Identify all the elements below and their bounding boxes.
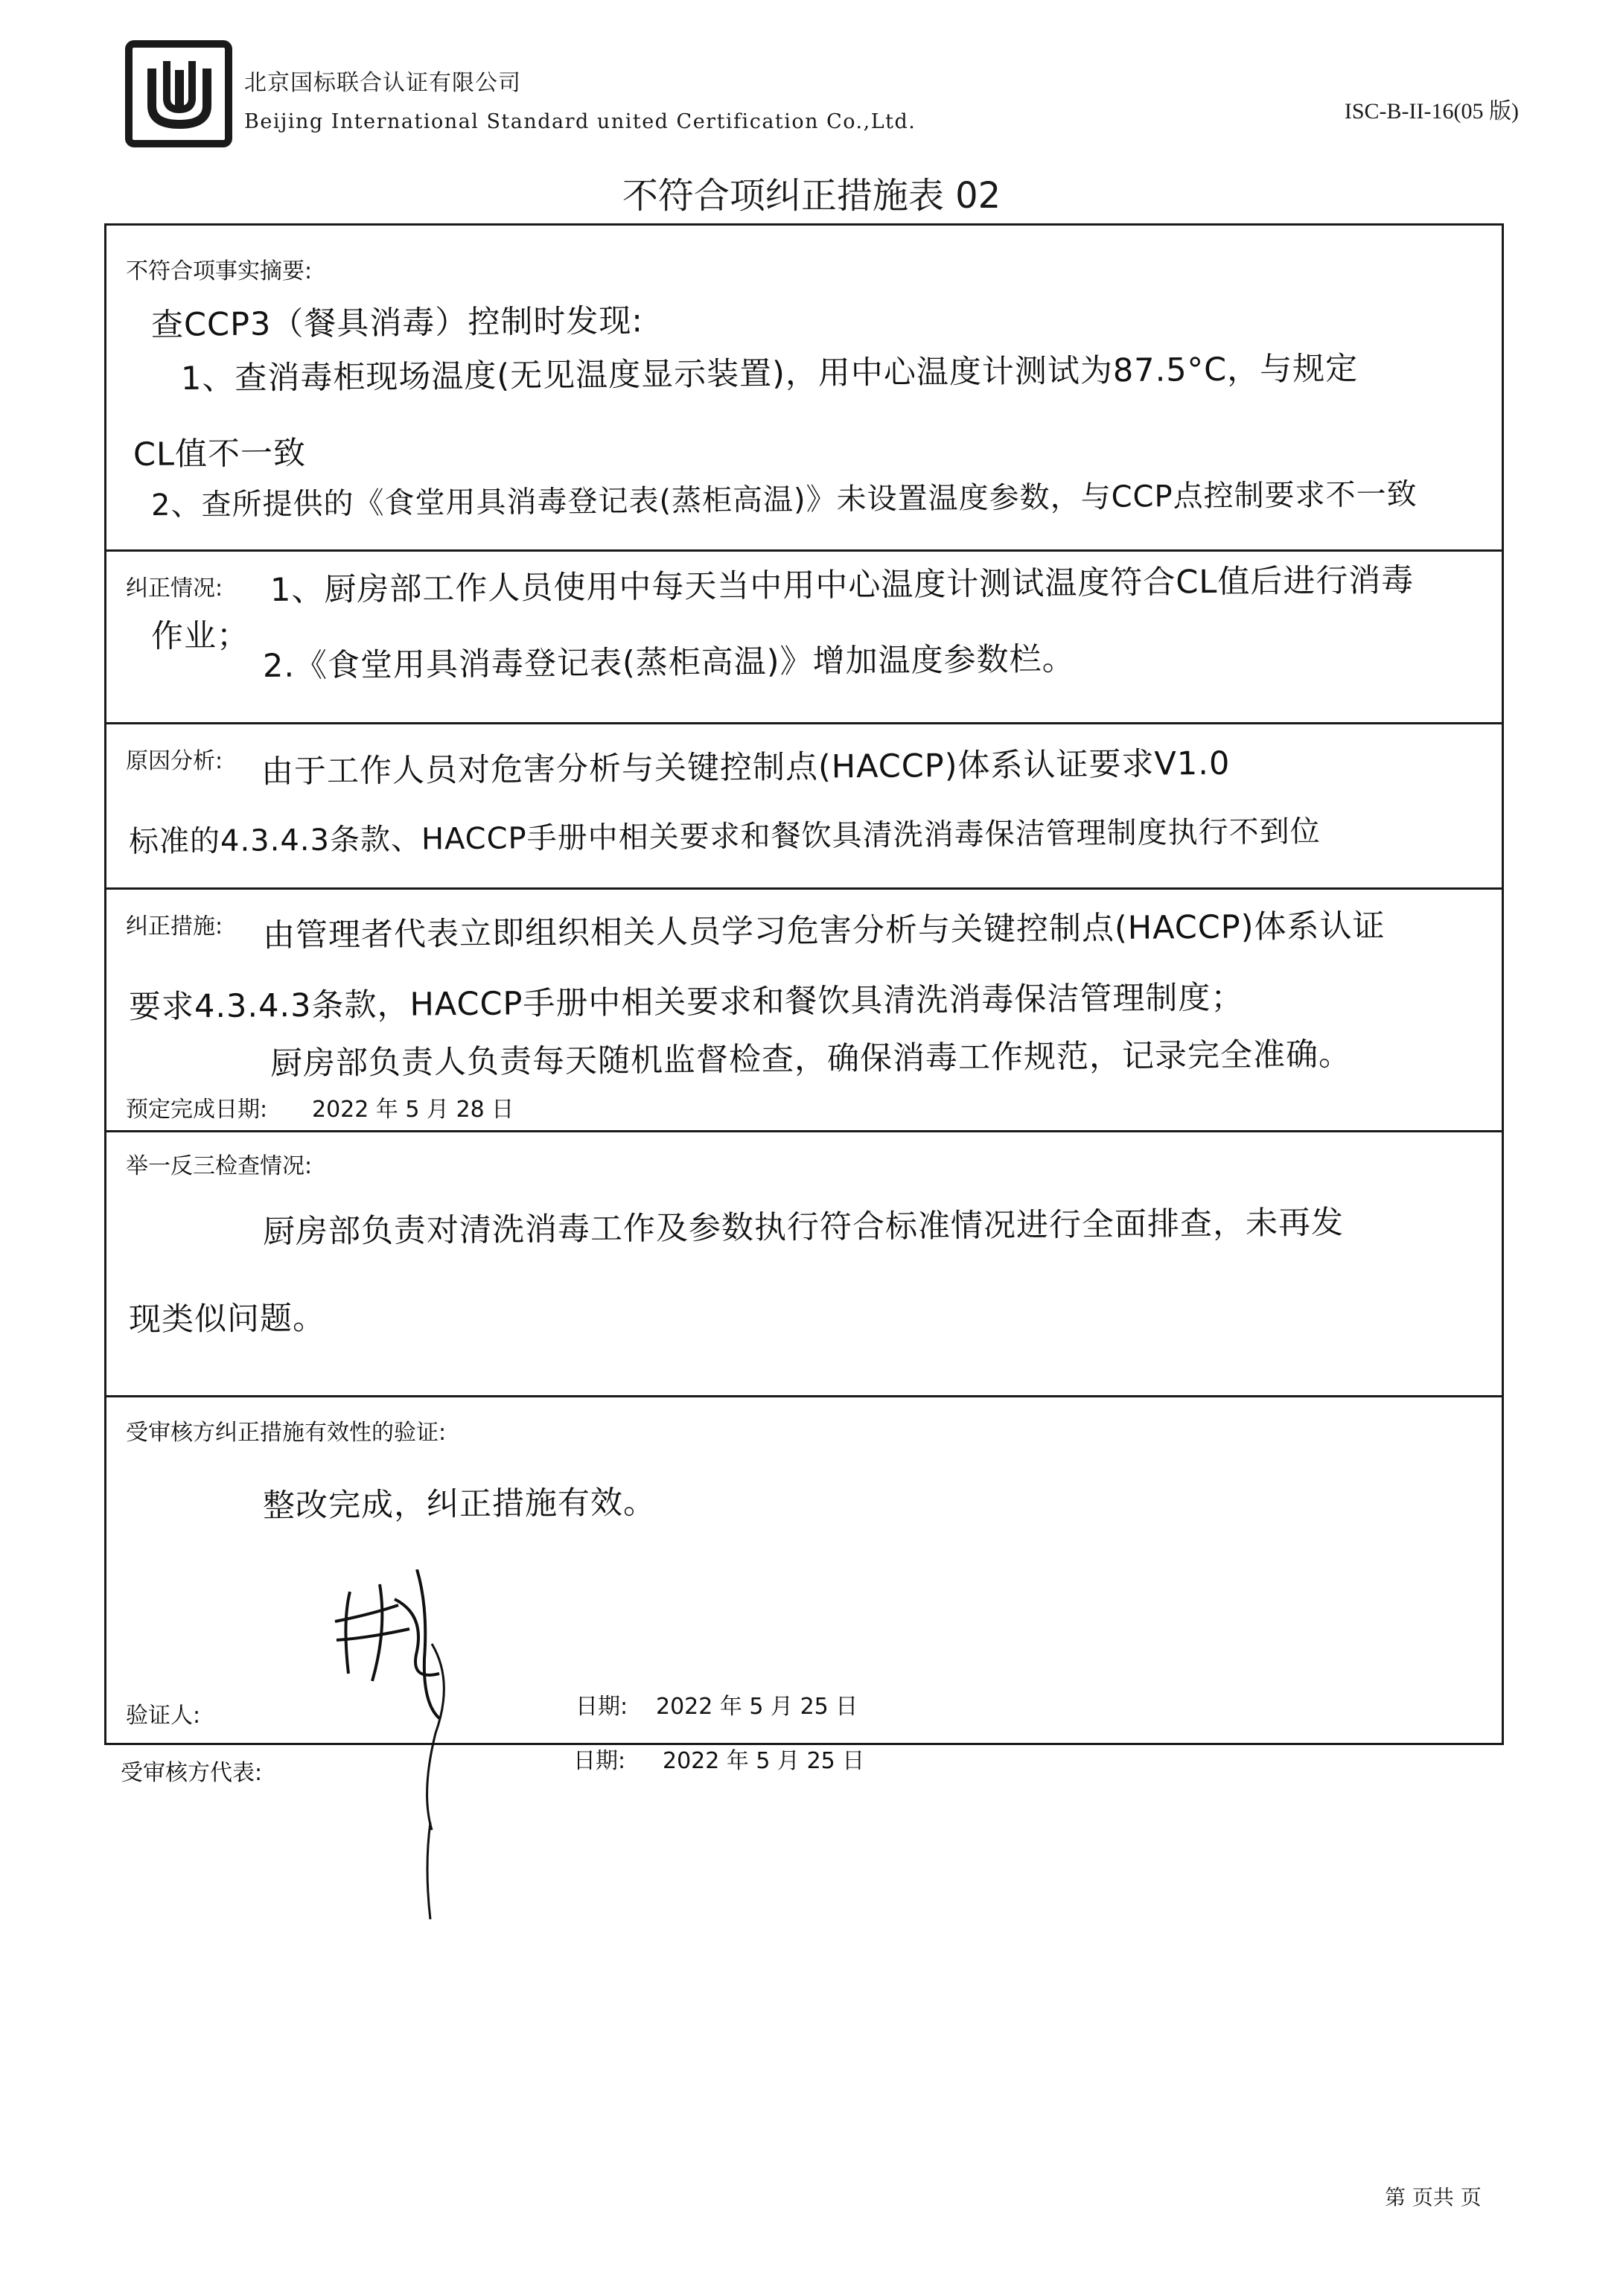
verification-date-label: 日期:: [575, 1694, 628, 1720]
correction-line: 作业；: [150, 616, 250, 655]
representative-date-label: 日期:: [573, 1748, 626, 1774]
section-nonconformity-facts: [106, 226, 1502, 552]
correction-line: 2.《食堂用具消毒登记表(蒸柜高温)》增加温度参数栏。: [262, 640, 1075, 685]
facts-line: 2、查所提供的《食堂用具消毒登记表(蒸柜高温)》未设置温度参数，与CCP点控制要求不一致: [150, 477, 1418, 523]
facts-line: CL值不一致: [133, 434, 307, 473]
inspection-line: 现类似问题。: [128, 1299, 326, 1339]
company-name-cn: 北京国标联合认证有限公司: [244, 70, 521, 96]
cause-label: 原因分析:: [126, 748, 223, 774]
facts-line: 1、查消毒柜现场温度(无见温度显示装置)，用中心温度计测试为87.5°C，与规定: [180, 350, 1359, 398]
section-correction: [106, 552, 1502, 724]
measures-line: 要求4.3.4.3条款，HACCP手册中相关要求和餐饮具清洗消毒保洁管理制度；: [128, 978, 1244, 1026]
corrective-action-form: [104, 223, 1504, 1745]
document-code: ISC-B-II-16(05 版): [1344, 99, 1519, 124]
verifier-label: 验证人:: [126, 1703, 201, 1729]
section-cause-analysis: [106, 724, 1502, 890]
form-title: 不符合项纠正措施表 02: [622, 175, 1001, 217]
correction-line: 1、厨房部工作人员使用中每天当中用中心温度计测试温度符合CL值后进行消毒: [270, 561, 1415, 609]
facts-label: 不符合项事实摘要:: [126, 258, 313, 284]
representative-date-value: 2022 年 5 月 25 日: [663, 1748, 865, 1774]
verification-line: 整改完成，纠正措施有效。: [262, 1484, 657, 1525]
company-logo: [125, 40, 232, 147]
section-extended-inspection: [106, 1132, 1502, 1397]
verification-label: 受审核方纠正措施有效性的验证:: [126, 1420, 447, 1446]
section-effectiveness-verification: [106, 1397, 1502, 1747]
inspection-label: 举一反三检查情况:: [126, 1153, 313, 1179]
section-corrective-measures: [106, 890, 1502, 1132]
measures-line: 由管理者代表立即组织相关人员学习危害分析与关键控制点(HACCP)体系认证: [262, 907, 1386, 954]
correction-label: 纠正情况:: [126, 575, 223, 602]
facts-line: 查CCP3（餐具消毒）控制时发现:: [150, 302, 644, 344]
page-number: 第 页共 页: [1385, 2185, 1482, 2210]
representative-label: 受审核方代表:: [121, 1760, 263, 1786]
verification-date-value: 2022 年 5 月 25 日: [656, 1694, 858, 1720]
due-date-value: 2022 年 5 月 28 日: [312, 1097, 514, 1123]
logo-mark-icon: [138, 54, 220, 135]
measures-label: 纠正措施:: [126, 913, 223, 940]
company-name-en: Beijing International Standard united Certification Co.,Ltd.: [244, 110, 916, 133]
verifier-signature: [328, 1569, 521, 1927]
letterhead: [119, 36, 1519, 155]
measures-line: 厨房部负责人负责每天随机监督检查，确保消毒工作规范，记录完全准确。: [270, 1036, 1352, 1082]
cause-line: 标准的4.3.4.3条款、HACCP手册中相关要求和餐饮具清洗消毒保洁管理制度执行不到位: [128, 814, 1321, 859]
due-date-label: 预定完成日期:: [126, 1097, 268, 1123]
cause-line: 由于工作人员对危害分析与关键控制点(HACCP)体系认证要求V1.0: [261, 744, 1231, 791]
inspection-line: 厨房部负责对清洗消毒工作及参数执行符合标准情况进行全面排查，未再发: [262, 1204, 1345, 1251]
